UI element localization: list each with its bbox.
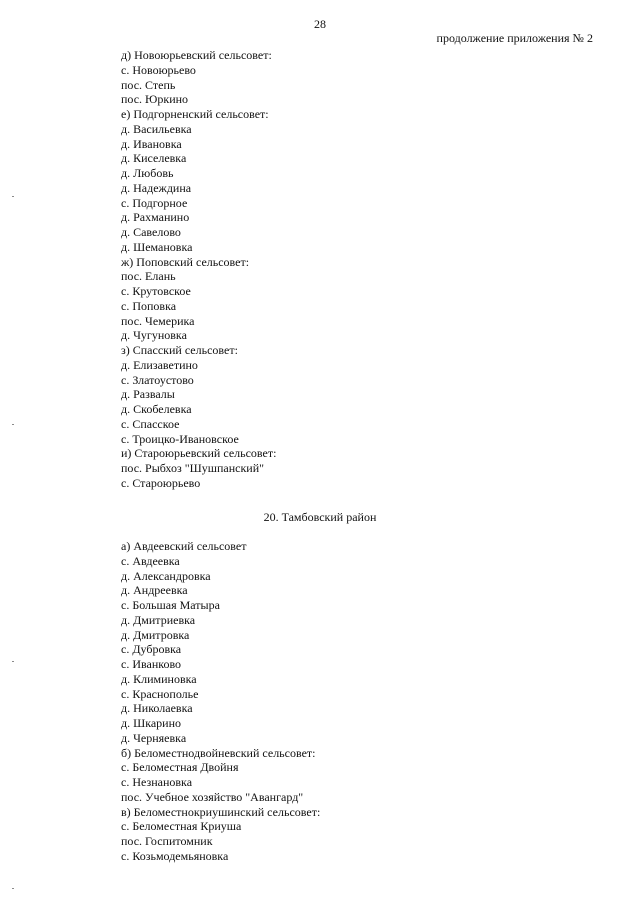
list-item: д. Андреевка <box>121 583 188 598</box>
list-item: пос. Юркино <box>121 92 189 107</box>
list-item: д. Васильевка <box>121 121 192 136</box>
list-item: пос. Учебное хозяйство "Авангард" <box>121 789 304 804</box>
list-item: с. Златоустово <box>121 372 194 387</box>
list-item: с. Иванково <box>121 657 182 671</box>
list-item: д. Дмитриевка <box>121 612 196 627</box>
list-item: с. Поповка <box>121 298 177 313</box>
scan-mark <box>12 196 14 197</box>
list-item: пос. Чемерика <box>121 313 195 328</box>
list-item: д. Шемановка <box>121 239 193 254</box>
list-item: д. Климиновка <box>121 671 197 686</box>
list-item: ж) Поповский сельсовет: <box>121 254 250 269</box>
list-item: с. Краснополье <box>121 686 199 701</box>
list-item: с. Незнановка <box>121 775 193 789</box>
continuation-note: продолжение приложения № 2 <box>436 31 593 45</box>
list-item: д. Ивановка <box>121 136 182 151</box>
list-item: д. Елизаветино <box>121 357 198 372</box>
list-item: с. Козьмодемьяновка <box>121 848 229 863</box>
list-item: д) Новоюрьевский сельсовет: <box>121 48 272 62</box>
list-item: д. Киселевка <box>121 151 187 166</box>
list-item: пос. Степь <box>121 77 176 92</box>
list-item: в) Беломестнокриушинский сельсовет: <box>121 804 321 819</box>
list-item: с. Троицко-Ивановское <box>121 431 239 446</box>
list-item: а) Авдеевский сельсовет <box>121 539 247 553</box>
list-item: д. Надеждина <box>121 180 192 195</box>
list-item: д. Любовь <box>121 166 174 180</box>
list-item: е) Подгорненский сельсовет: <box>121 107 269 121</box>
list-item: с. Большая Матыра <box>121 598 220 612</box>
list-item: з) Спасский сельсовет: <box>121 343 238 357</box>
scan-mark <box>12 661 14 662</box>
list-item: с. Подгорное <box>121 195 188 210</box>
list-item: с. Крутовское <box>121 284 191 298</box>
list-item: с. Беломестная Двойня <box>121 760 239 775</box>
list-item: д. Александровка <box>121 568 211 583</box>
settlement-list-top <box>121 48 276 491</box>
list-item: д. Рахманино <box>121 210 190 225</box>
list-item: д. Скобелевка <box>121 402 192 416</box>
list-item: с. Беломестная Криуша <box>121 819 242 834</box>
list-item: пос. Госпитомник <box>121 834 213 848</box>
list-item: пос. Елань <box>121 269 176 284</box>
list-item: д. Шкарино <box>121 716 182 730</box>
list-item: д. Дмитровка <box>121 627 190 642</box>
settlement-list-bottom <box>121 539 320 864</box>
list-item: с. Староюрьево <box>121 475 201 490</box>
page-number: 28 <box>314 17 326 31</box>
list-item: б) Беломестнодвойневский сельсовет: <box>121 745 316 760</box>
list-item: с. Новоюрьево <box>121 62 196 77</box>
list-item: д. Николаевка <box>121 701 193 716</box>
list-item: д. Савелово <box>121 225 181 239</box>
list-item: с. Авдеевка <box>121 553 180 568</box>
list-item: пос. Рыбхоз "Шушпанский" <box>121 461 265 475</box>
list-item: с. Спасское <box>121 416 180 431</box>
district-heading: 20. Тамбовский район <box>263 510 377 524</box>
list-item: д. Черняевка <box>121 730 187 745</box>
scan-mark <box>12 888 14 889</box>
list-item: д. Развалы <box>121 387 175 402</box>
list-item: с. Дубровка <box>121 642 182 657</box>
list-item: д. Чугуновка <box>121 328 187 343</box>
list-item: и) Староюрьевский сельсовет: <box>121 446 277 461</box>
scan-mark <box>12 424 14 425</box>
